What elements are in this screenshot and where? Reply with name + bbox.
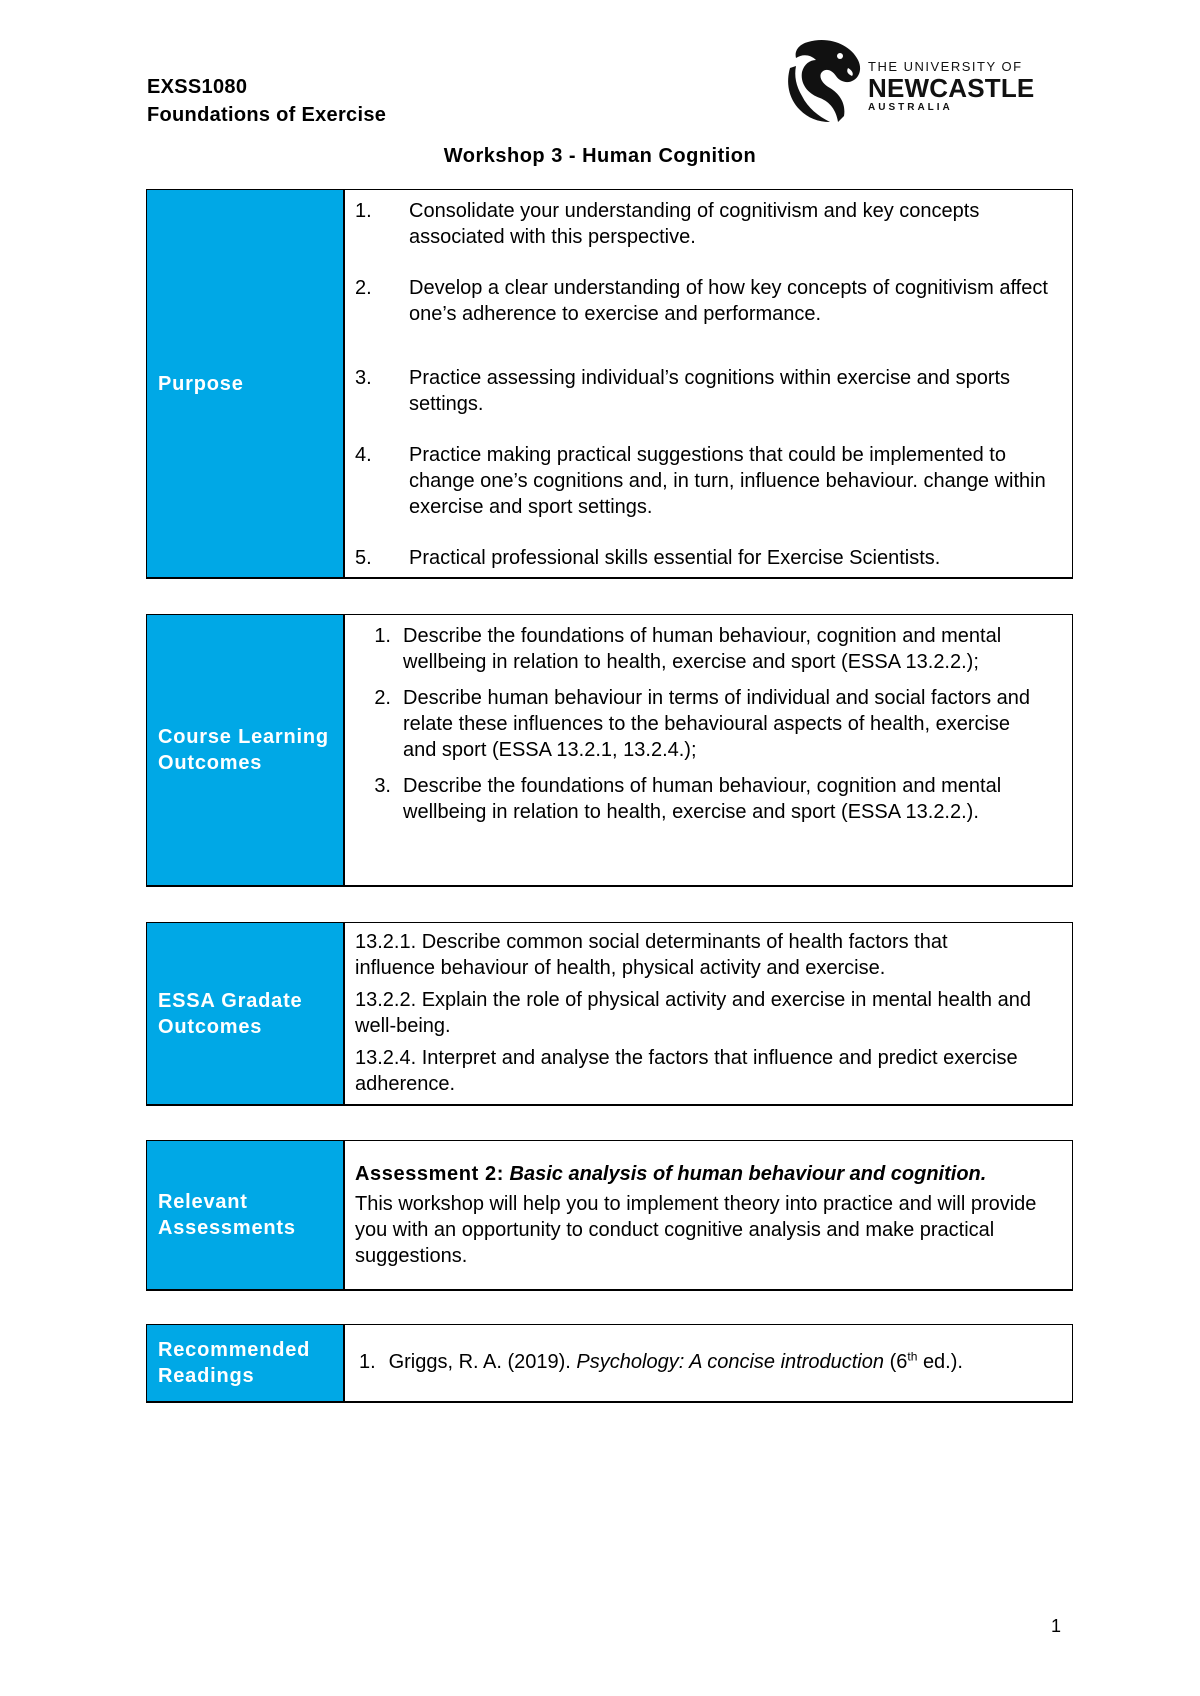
assessments-content	[345, 1141, 1072, 1289]
item-number: 2.	[355, 277, 372, 299]
page-number: 1	[1051, 1616, 1062, 1636]
list-item	[355, 365, 1060, 417]
recommended-readings-section	[146, 1324, 1073, 1403]
list-item	[355, 198, 1060, 250]
logo-line-1: THE UNIVERSITY OF	[868, 59, 1023, 74]
item-number: 1.	[355, 200, 372, 222]
reading-edition-sup: th	[907, 1349, 918, 1364]
item-number: 3.	[374, 775, 391, 797]
essa-outcome: 13.2.1. Describe common social determinants of health factors that influence behaviour of health, physical activity and exercise.	[355, 931, 948, 979]
horse-head-icon	[778, 38, 866, 124]
logo-wordmark	[868, 60, 1034, 114]
reading-title: Psychology: A concise introduction	[576, 1351, 884, 1373]
relevant-assessments-section	[146, 1140, 1073, 1291]
essa-outcome: 13.2.4. Interpret and analyse the factors that influence and predict exercise adherence.	[355, 1047, 1018, 1095]
reading-item	[359, 1349, 963, 1375]
purpose-content	[345, 190, 1072, 577]
item-text: Describe human behaviour in terms of individual and social factors and relate these influences to the behavioural aspects of health, exercise and sport (ESSA 13.2.1, 13.2.4.);	[403, 687, 1031, 761]
item-number: 3.	[355, 367, 372, 389]
readings-label: Recommended Readings	[146, 1325, 345, 1401]
item-number: 4.	[355, 444, 372, 466]
list-item	[355, 545, 1060, 571]
list-item	[355, 685, 1032, 763]
readings-content	[345, 1325, 1072, 1401]
reading-author: Griggs, R. A. (2019).	[388, 1351, 571, 1373]
item-text: Practice making practical suggestions that could be implemented to change one’s cognitions and, in turn, influence behaviour. change within exercise and sport settings.	[409, 444, 1046, 518]
logo-line-2: NEWCASTLE	[868, 73, 1035, 103]
university-logo	[778, 38, 1035, 124]
list-item	[355, 773, 1032, 825]
assessments-label: Relevant Assessments	[146, 1141, 345, 1289]
clo-list	[355, 623, 1032, 825]
course-learning-outcomes-section	[146, 614, 1073, 887]
logo-line-3: AUSTRALIA	[868, 102, 953, 113]
assessment-description: This workshop will help you to implement theory into practice and will provide you with an opportunity to conduct cognitive analysis and make practical suggestions.	[355, 1193, 1037, 1267]
item-text: Describe the foundations of human behaviour, cognition and mental wellbeing in relation to health, exercise and sport (ESSA 13.2.2.).	[403, 775, 1002, 823]
list-item	[355, 623, 1032, 675]
page-title: Workshop 3 - Human Cognition	[443, 145, 757, 167]
item-number: 1.	[359, 1351, 376, 1373]
item-number: 5.	[355, 547, 372, 569]
item-text: Practice assessing individual’s cognitions within exercise and sports settings.	[409, 367, 1011, 415]
reading-edition-close: ed.).	[922, 1351, 963, 1373]
essa-outcomes-section	[146, 922, 1073, 1106]
assessment-name	[355, 1161, 1060, 1187]
list-item	[355, 442, 1060, 520]
clo-content	[345, 615, 1072, 885]
item-text: Practical professional skills essential for Exercise Scientists.	[409, 547, 941, 569]
essa-outcome: 13.2.2. Explain the role of physical activity and exercise in mental health and well-being.	[355, 989, 1031, 1037]
assessment-number: Assessment 2:	[355, 1163, 504, 1185]
assessment-title: Basic analysis of human behaviour and cognition.	[509, 1163, 987, 1185]
clo-label: Course Learning Outcomes	[146, 615, 345, 885]
essa-label: ESSA Gradate Outcomes	[146, 923, 345, 1104]
item-text: Develop a clear understanding of how key concepts of cognitivism affect one’s adherence to exercise and performance.	[409, 277, 1048, 325]
course-header	[147, 73, 386, 129]
purpose-label: Purpose	[146, 190, 345, 577]
item-number: 1.	[374, 625, 391, 647]
item-number: 2.	[374, 687, 391, 709]
reading-edition-open: (6	[889, 1351, 908, 1373]
list-item	[355, 275, 1060, 327]
purpose-list	[355, 198, 1060, 571]
course-name: Foundations of Exercise	[147, 104, 387, 126]
course-code: EXSS1080	[147, 76, 248, 98]
purpose-section	[146, 189, 1073, 579]
essa-content	[345, 923, 1072, 1104]
item-text: Describe the foundations of human behaviour, cognition and mental wellbeing in relation to health, exercise and sport (ESSA 13.2.2.);	[403, 625, 1002, 673]
item-text: Consolidate your understanding of cognitivism and key concepts associated with this perspective.	[409, 200, 980, 248]
